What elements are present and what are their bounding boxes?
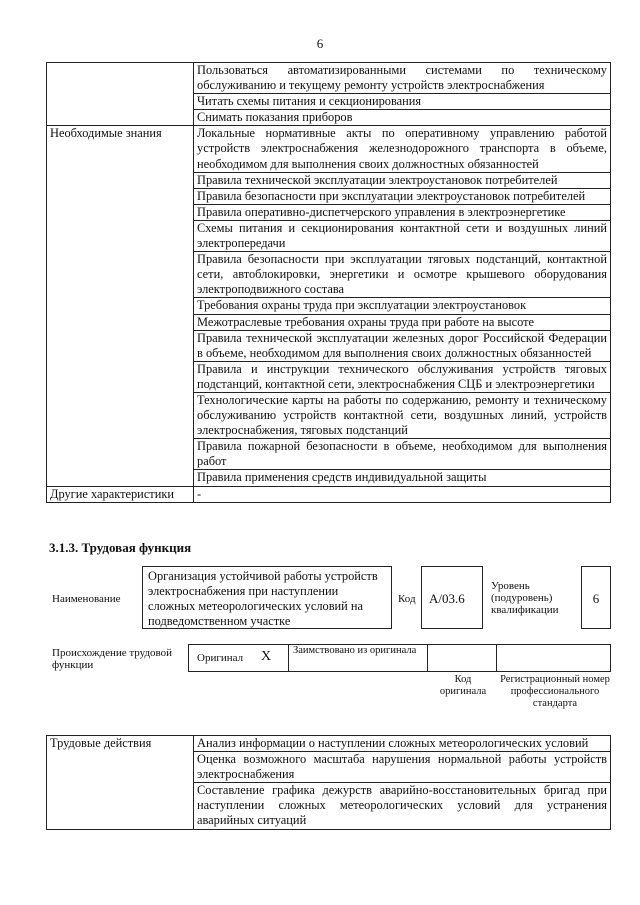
skills-knowledge-table xyxy=(46,62,611,503)
code-label: Код xyxy=(398,593,416,605)
table-row xyxy=(47,126,611,172)
table-row xyxy=(47,486,611,502)
section-heading: 3.1.3. Трудовая функция xyxy=(49,540,192,555)
level-value-box: 6 xyxy=(581,566,611,629)
knowledge-label: Необходимые знания xyxy=(47,126,194,486)
registration-number-cell xyxy=(496,644,611,672)
original-label: Оригинал xyxy=(197,652,244,664)
knowledge-item: Локальные нормативные акты по оперативному управлению работой устройств электроснабжения железнодорожного транспорта в объеме, необходимом для выполнения своих должностных обязанностей xyxy=(194,126,611,172)
knowledge-item: Требования охраны труда при эксплуатации электроустановок xyxy=(194,298,611,314)
knowledge-item: Правила безопасности при эксплуатации электроустановок потребителей xyxy=(194,188,611,204)
knowledge-item: Правила безопасности при эксплуатации тяговых подстанций, контактной сети, автоблокировки, энергетики и осмотре крышевого оборудования электроподвижного состава xyxy=(194,252,611,298)
knowledge-item: Схемы питания и секционирования контактной сети и воздушных линий электропередачи xyxy=(194,220,611,251)
labor-actions-label: Трудовые действия xyxy=(47,736,194,830)
skill-item: Читать схемы питания и секционирования xyxy=(194,94,611,110)
knowledge-item: Межотраслевые требования охраны труда при работе на высоте xyxy=(194,314,611,330)
registration-caption: Регистрационный номер профессионального стандарта xyxy=(500,674,610,709)
labor-action-item: Составление графика дежурств аварийно-восстановительных бригад при наступлении сложных метеорологических условий для устранения аварийных ситуаций xyxy=(194,783,611,829)
table-row xyxy=(47,63,611,94)
knowledge-item: Правила оперативно-диспетчерского управления в электроэнергетике xyxy=(194,204,611,220)
skill-item: Пользоваться автоматизированными системами по техническому обслуживанию и текущему ремонту устройств электроснабжения xyxy=(194,63,611,94)
borrowed-cell: Заимствовано из оригинала xyxy=(288,644,428,672)
page-number: 6 xyxy=(316,36,324,51)
code-caption: Код оригинала xyxy=(439,674,487,697)
other-characteristics-value: - xyxy=(194,486,611,502)
table-row xyxy=(47,736,611,752)
original-code-cell xyxy=(427,644,497,672)
skills-label-cell xyxy=(47,63,194,126)
function-code-box: А/03.6 xyxy=(421,566,483,629)
knowledge-item: Правила пожарной безопасности в объеме, необходимом для выполнения работ xyxy=(194,439,611,470)
labor-action-item: Оценка возможного масштаба нарушения нормальной работы устройств электроснабжения xyxy=(194,752,611,783)
labor-action-item: Анализ информации о наступлении сложных метеорологических условий xyxy=(194,736,611,752)
level-label: Уровень (подуровень) квалификации xyxy=(491,580,559,616)
labor-actions-table xyxy=(46,735,611,830)
original-cell xyxy=(188,644,289,672)
knowledge-item: Правила технической эксплуатации железных дорог Российской Федерации в объеме, необходимом для выполнения своих должностных обязанностей xyxy=(194,330,611,361)
function-name-box: Организация устойчивой работы устройств электроснабжения при наступлении сложных метеорологических условий на подведомственном участке xyxy=(142,566,392,629)
original-mark: X xyxy=(261,649,272,664)
origin-label: Происхождение трудовой функции xyxy=(52,647,173,671)
skill-item: Снимать показания приборов xyxy=(194,110,611,126)
knowledge-item: Правила и инструкции технического обслуживания устройств тяговых подстанций, контактной сети, электроснабжения СЦБ и электроэнергетики xyxy=(194,361,611,392)
knowledge-item: Технологические карты на работы по содержанию, ремонту и техническому обслуживанию устройств контактной сети, воздушных линий, устройств электроснабжения, тяговых подстанций xyxy=(194,392,611,438)
knowledge-item: Правила технической эксплуатации электроустановок потребителей xyxy=(194,172,611,188)
knowledge-item: Правила применения средств индивидуальной защиты xyxy=(194,470,611,486)
name-label: Наименование xyxy=(52,593,121,605)
other-characteristics-label: Другие характеристики xyxy=(47,486,194,502)
